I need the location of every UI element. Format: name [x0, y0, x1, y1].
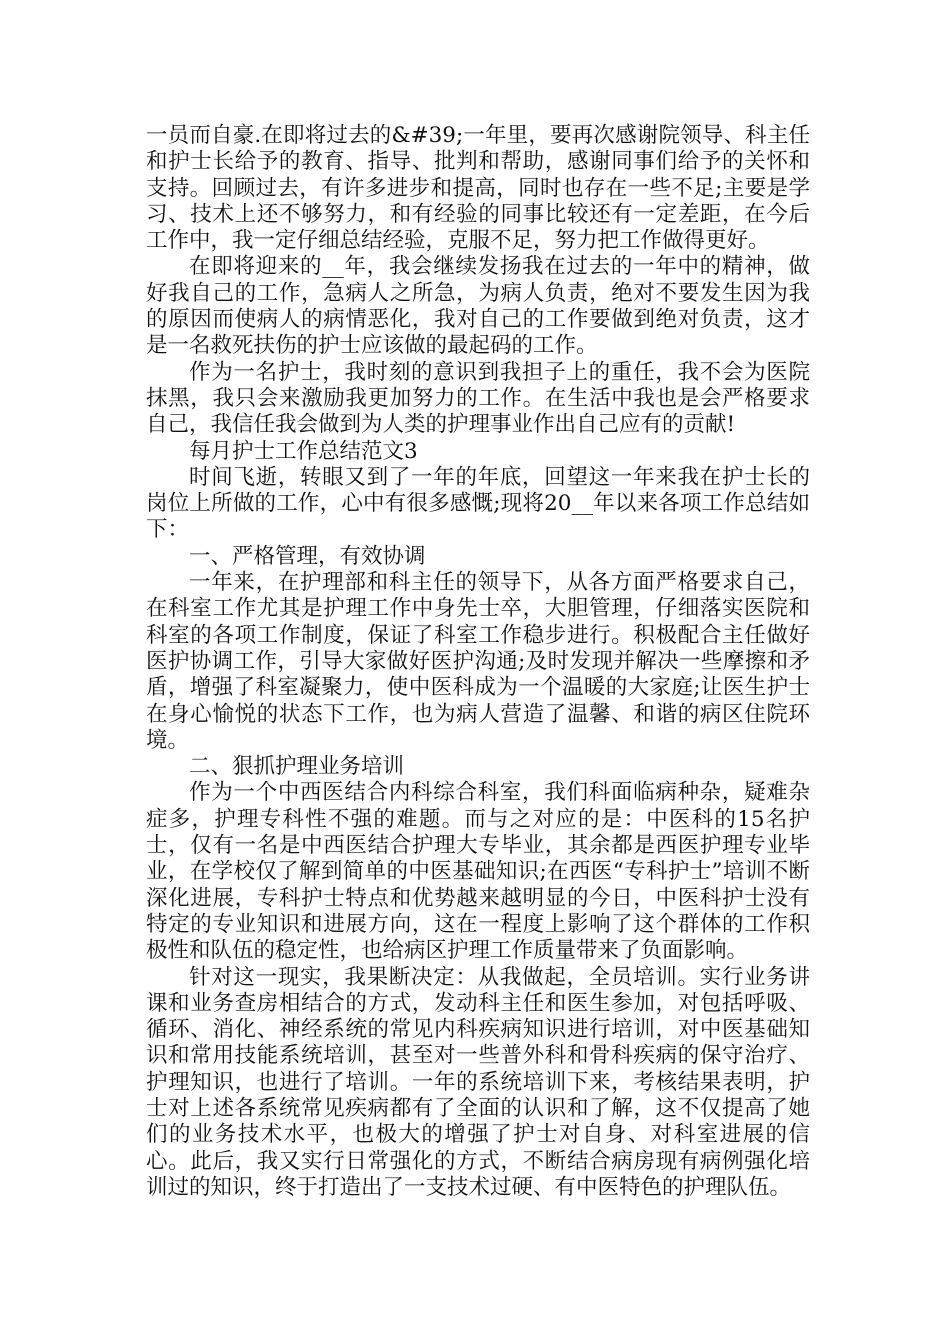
document-body	[146, 123, 810, 1201]
paragraph: 一年来，在护理部和科主任的领导下，从各方面严格要求自己，在科室工作尤其是护理工作中身先士卒，大胆管理，仔细落实医院和科室的各项工作制度，保证了科室工作稳步进行。积极配合主任做好医护协调工作，引导大家做好医护沟通;及时发现并解决一些摩擦和矛盾，增强了科室凝聚力，使中医科成为一个温暖的大家庭;让医生护士在身心愉悦的状态下工作，也为病人营造了温馨、和谐的病区住院环境。	[146, 570, 810, 753]
section-title: 每月护士工作总结范文3	[189, 438, 418, 464]
paragraph: 作为一个中西医结合内科综合科室，我们科面临病种杂，疑难杂症多，护理专科性不强的难题。而与之对应的是：中医科的15名护士，仅有一名是中西医结合护理大专毕业，其余都是西医护理专业毕业，在学校仅了解到简单的中医基础知识;在西医“专科护士”培训不断深化进展，专科护士特点和优势越来越明显的今日，中医科护士没有特定的专业知识和进展方向，这在一程度上影响了这个群体的工作积极性和队伍的稳定性，也给病区护理工作质量带来了负面影响。	[146, 780, 810, 964]
paragraph: 时间飞逝，转眼又到了一年的年底，回望这一年来我在护士长的岗位上所做的工作，心中有很多感慨;现将20__年以来各项工作总结如下：	[146, 464, 810, 543]
paragraph: 在即将迎来的__年，我会继续发扬我在过去的一年中的精神，做好我自己的工作，急病人之所急，为病人负责，绝对不要发生因为我的原因而使病人的病情恶化，我对自己的工作要做到绝对负责，这才是一名救死扶伤的护士应该做的最起码的工作。	[146, 254, 810, 359]
paragraph: 作为一名护士，我时刻的意识到我担子上的重任，我不会为医院抹黑，我只会来激励我更加努力的工作。在生活中我也是会严格要求自己，我信任我会做到为人类的护理事业作出自己应有的贡献!	[146, 359, 810, 438]
section-heading: 一、严格管理，有效协调	[189, 543, 426, 569]
paragraph: 一员而自豪.在即将过去的&#39;一年里，要再次感谢院领导、科主任和护士长给予的教育、指导、批判和帮助，感谢同事们给予的关怀和支持。回顾过去，有许多进步和提高，同时也存在一些不足;主要是学习、技术上还不够努力，和有经验的同事比较还有一定差距，在今后工作中，我一定仔细总结经验，克服不足，努力把工作做得更好。	[146, 123, 810, 254]
paragraph: 针对这一现实，我果断决定：从我做起，全员培训。实行业务讲课和业务查房相结合的方式，发动科主任和医生参加，对包括呼吸、循环、消化、神经系统的常见内科疾病知识进行培训，对中医基础知识和常用技能系统培训，甚至对一些普外科和骨科疾病的保守治疗、护理知识，也进行了培训。一年的系统培训下来，考核结果表明，护士对上述各系统常见疾病都有了全面的认识和了解，这不仅提高了她们的业务技术水平，也极大的增强了护士对自身、对科室进展的信心。此后，我又实行日常强化的方式，不断结合病房现有病例强化培训过的知识，终于打造出了一支技术过硬、有中医特色的护理队伍。	[146, 964, 810, 1200]
section-heading: 二、狠抓护理业务培训	[189, 754, 405, 780]
